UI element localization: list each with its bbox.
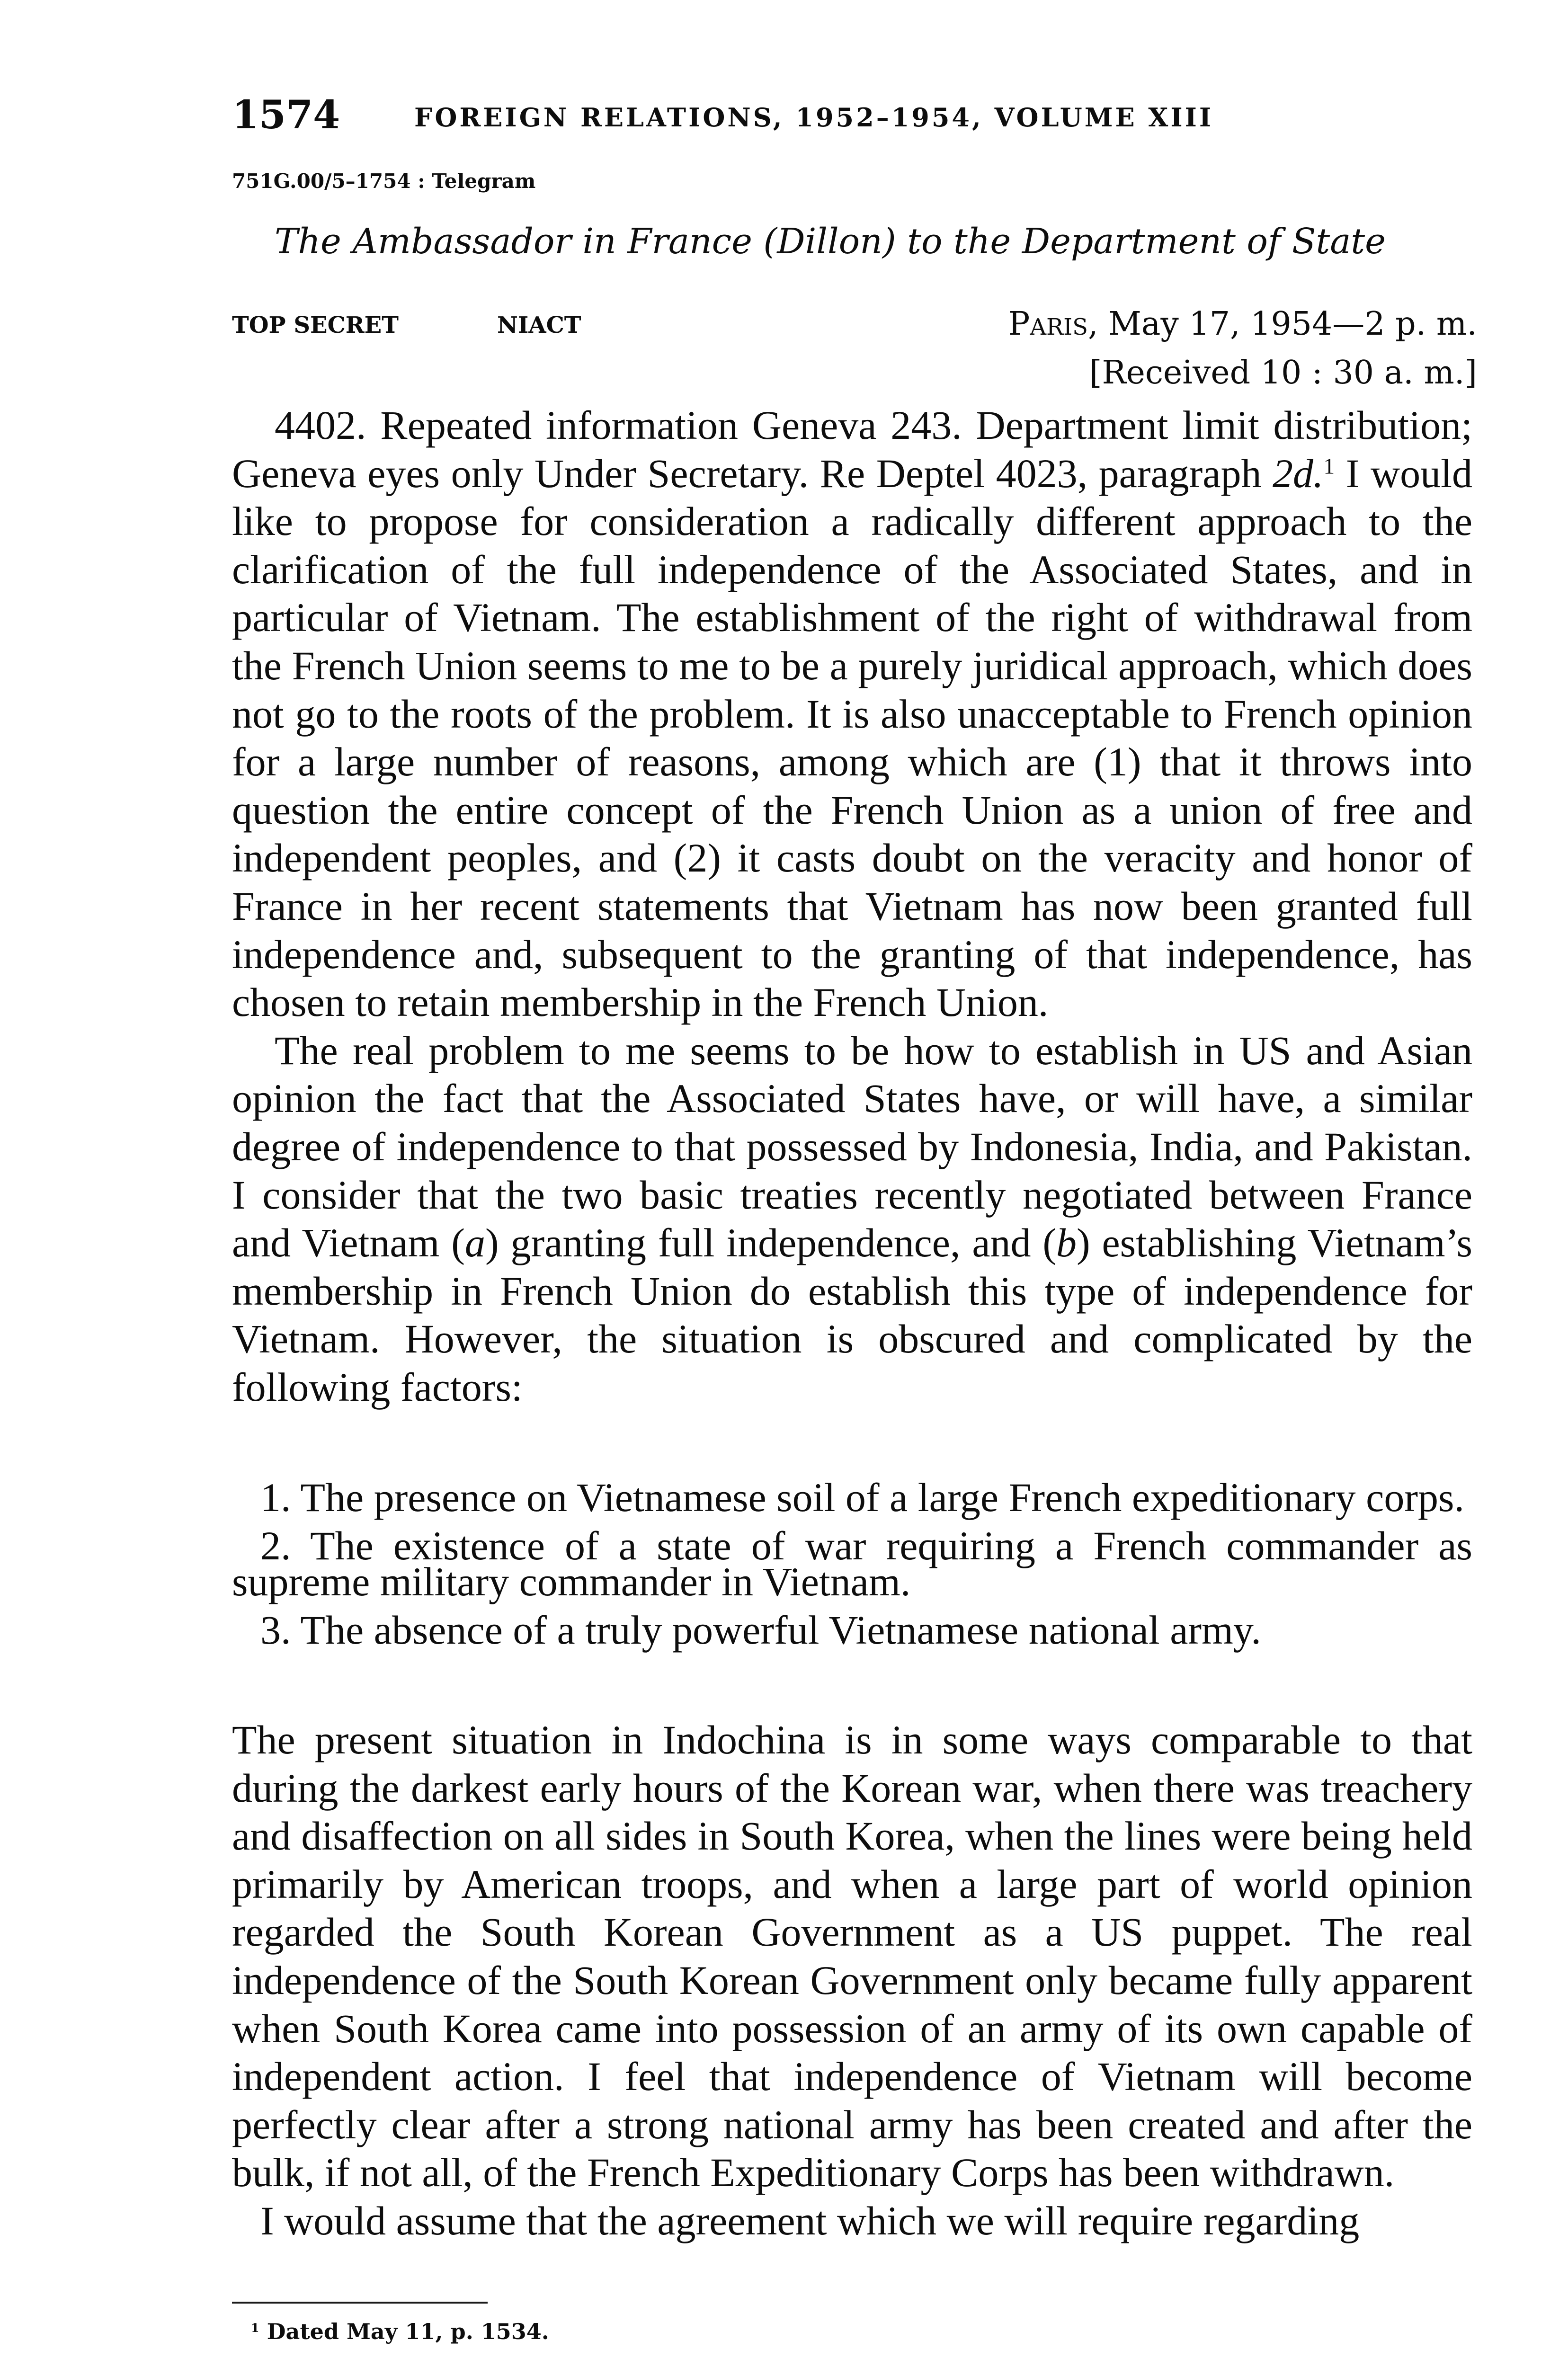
factors-list xyxy=(232,1475,1472,1660)
list-item: 1. The presence on Vietnamese soil of a large French expeditionary corps. xyxy=(260,1475,1464,1520)
footnote-text: Dated May 11, p. 1534. xyxy=(259,2319,549,2344)
document-title: The Ambassador in France (Dillon) to the Department of State xyxy=(275,221,1386,262)
received-time: [Received 10 : 30 a. m.] xyxy=(1089,354,1477,392)
paragraph-2-text-b: ) granting full independence, and ( xyxy=(485,1220,1056,1266)
dateline xyxy=(1008,301,1477,348)
file-number: 751G.00/5–1754 : Telegram xyxy=(232,169,536,193)
item-b-label: b xyxy=(1056,1220,1077,1266)
paragraph-reference: 2d. xyxy=(1273,450,1324,496)
running-title: FOREIGN RELATIONS, 1952–1954, VOLUME XIII xyxy=(414,102,1214,133)
paragraph-1-text-b: I would like to propose for consideration a radically different approach to the clarification of the full independence of the Associated States, and in particular of Vietnam. The establishment of the right of withdrawal from the French Union seems to me to be a purely juridical approach, which does not go to the roots of the problem. It is also unacceptable to French opinion for a large number of reasons, among which are (1) that it throws into question the entire concept of the French Union as a union of free and independent peoples, and (2) it casts doubt on the veracity and honor of France in her recent statements that Vietnam has now been granted full independence and, subsequent to the granting of that independence, has chosen to retain membership in the French Union. xyxy=(232,450,1472,1025)
telegram-meta-row xyxy=(232,301,1477,353)
telegram-body xyxy=(232,401,1472,1411)
dateline-date: , May 17, 1954—2 p. m. xyxy=(1088,305,1477,343)
footnote-divider xyxy=(232,2302,488,2304)
list-item: 2. The existence of a state of war requiring a French commander as supreme military commander in Vietnam. xyxy=(232,1523,1472,1604)
page-header xyxy=(232,89,1472,141)
footnote xyxy=(251,2313,549,2350)
paragraph-2-text-a: The real problem to me seems to be how to establish in US and Asian opinion the fact that the Associated States have, or will have, a similar degree of independence to that possessed by Indonesia, India, and Pakistan. I consider that the two basic treaties recently negotiated between France and Vietnam ( xyxy=(232,1027,1472,1266)
paragraph-4: I would assume that the agreement which we will require regarding xyxy=(260,2198,1360,2243)
precedence-label: NIACT xyxy=(497,312,581,338)
paragraph-1 xyxy=(232,401,1472,1027)
list-item: 3. The absence of a truly powerful Vietnamese national army. xyxy=(260,1607,1261,1653)
item-a-label: a xyxy=(464,1220,485,1266)
footnote-marker: 1 xyxy=(1323,454,1335,479)
dateline-place: Paris xyxy=(1008,305,1088,343)
paragraph-1-text-a: 4402. Repeated information Geneva 243. Department limit distribution; Geneva eyes only Under Secretary. Re Deptel 4023, paragraph xyxy=(232,402,1472,496)
paragraph-2-text-c: ) establishing Vietnam’s membership in French Union do establish this type of independence for Vietnam. However, the situation is obscured and complicated by the following factors: xyxy=(232,1220,1472,1410)
telegram-body-continued xyxy=(232,1716,1472,2245)
classification-label: TOP SECRET xyxy=(232,312,399,338)
paragraph-2 xyxy=(232,1027,1472,1412)
paragraph-3: The present situation in Indochina is in some ways comparable to that during the darkest early hours of the Korean war, when there was treachery and disaffection on all sides in South Korea, when the lines were being held primarily by American troops, and when a large part of world opinion regarded the South Korean Government as a US puppet. The real independence of the South Korean Government only became fully apparent when South Korea came into possession of an army of its own capable of independent action. I feel that independence of Vietnam will become perfectly clear after a strong national army has been created and after the bulk, if not all, of the French Expeditionary Corps has been withdrawn. xyxy=(232,1717,1472,2196)
page-number: 1574 xyxy=(232,92,340,138)
footnote-number: 1 xyxy=(251,2320,259,2335)
